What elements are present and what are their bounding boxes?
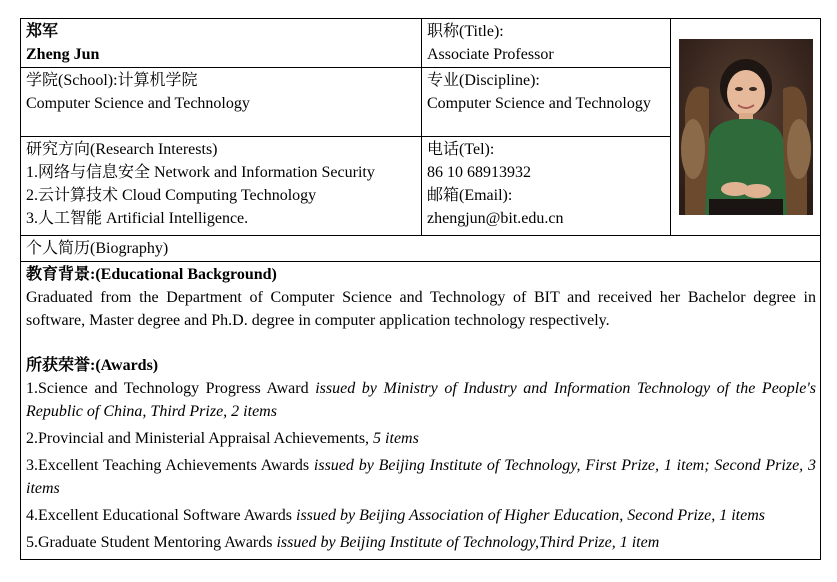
award-name: 1.Science and Technology Progress Award: [26, 380, 316, 397]
contact-cell: [422, 137, 671, 236]
name-zh: 郑军: [26, 23, 59, 40]
award-detail: issued by Beijing Institute of Technology,Third Prize, 1 item: [276, 534, 660, 551]
school-label: 学院(School):计算机学院: [26, 72, 198, 89]
title-value: Associate Professor: [427, 46, 554, 63]
awards-heading: 所获荣誉:(Awards): [26, 357, 159, 374]
name-en: Zheng Jun: [26, 46, 100, 63]
title-label: 职称(Title):: [427, 23, 504, 40]
award-name: 3.Excellent Teaching Achievements Awards: [26, 457, 314, 474]
tel-value: 86 10 68913932: [427, 164, 531, 181]
award-detail: issued by Ministry of Industry and Information Technology of the People's Republic of China, Third Prize, 2 items: [26, 380, 817, 420]
title-cell: [422, 19, 671, 68]
award-item: [26, 531, 816, 554]
award-detail: 5 items: [373, 430, 419, 447]
award-detail: issued by Beijing Association of Higher Education, Second Prize, 1 items: [296, 507, 765, 524]
research-item-1: 1.网络与信息安全 Network and Information Security: [26, 164, 375, 181]
award-item: [26, 427, 816, 450]
name-cell: [21, 19, 422, 68]
award-item: [26, 377, 816, 423]
profile-photo: [679, 39, 813, 215]
portrait-image: [679, 39, 813, 215]
research-cell: [21, 137, 422, 236]
discipline-cell: [422, 68, 671, 137]
spacer: [26, 332, 816, 354]
tel-label: 电话(Tel):: [427, 141, 495, 158]
award-name: 2.Provincial and Ministerial Appraisal Achievements,: [26, 430, 374, 447]
award-detail: issued by Beijing Institute of Technology, First Prize, 1 item; Second Prize, 3 items: [26, 457, 817, 497]
award-item: [26, 454, 816, 500]
discipline-value: Computer Science and Technology: [427, 95, 651, 112]
award-name: 5.Graduate Student Mentoring Awards: [26, 534, 277, 551]
education-heading: 教育背景:(Educational Background): [26, 266, 277, 283]
research-item-3: 3.人工智能 Artificial Intelligence.: [26, 210, 249, 227]
education-text: Graduated from the Department of Computer Science and Technology of BIT and received her Bachelor degree in software, Master degree and Ph.D. degree in computer application technology respectively.: [26, 289, 816, 329]
school-value: Computer Science and Technology: [26, 95, 250, 112]
discipline-label: 专业(Discipline):: [427, 72, 540, 89]
photo-cell: [671, 19, 821, 236]
email-link[interactable]: zhengjun@bit.edu.cn: [427, 210, 564, 227]
research-item-2: 2.云计算技术 Cloud Computing Technology: [26, 187, 317, 204]
award-name: 4.Excellent Educational Software Awards: [26, 507, 296, 524]
biography-body-cell: [21, 262, 821, 560]
research-label: 研究方向(Research Interests): [26, 141, 218, 158]
school-cell: [21, 68, 422, 137]
biography-label: 个人简历(Biography): [26, 240, 169, 257]
email-label: 邮箱(Email):: [427, 187, 513, 204]
biography-header-cell: [21, 236, 821, 262]
award-item: [26, 504, 816, 527]
profile-table: [20, 18, 821, 560]
